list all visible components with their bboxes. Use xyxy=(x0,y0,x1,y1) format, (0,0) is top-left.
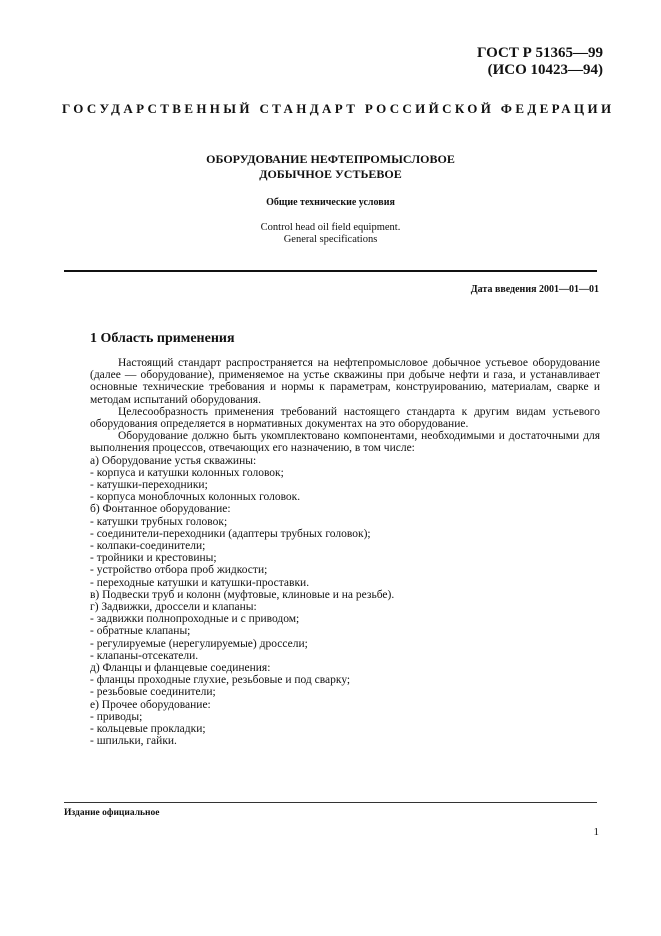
title-line-2: ДОБЫЧНОЕ УСТЬЕВОЕ xyxy=(259,167,402,181)
list-item: д) Фланцы и фланцевые соединения: xyxy=(90,662,271,675)
list-item: - резьбовые соединители; xyxy=(90,686,216,699)
paragraph: Целесообразность применения требований настоящего стандарта к другим видам устьевого оборудования определяется в нормативных документах на это оборудование. xyxy=(90,405,600,431)
english-title xyxy=(0,222,661,246)
list-item: - клапаны-отсекатели. xyxy=(90,649,199,662)
list-item: - кольцевые прокладки; xyxy=(90,723,206,736)
list-item: а) Оборудование устья скважины: xyxy=(90,454,257,467)
footer-divider xyxy=(64,802,597,803)
list-item: - корпуса и катушки колонных головок; xyxy=(90,466,284,479)
section-heading: 1 Область применения xyxy=(90,331,235,346)
section-body xyxy=(90,357,600,748)
list-item: - устройство отбора проб жидкости; xyxy=(90,564,268,577)
list-item: - фланцы проходные глухие, резьбовые и под сварку; xyxy=(90,674,351,687)
paragraph: Оборудование должно быть укомплектовано компонентами, необходимыми и достаточными для выполнения процессов, отвечающих его назначению, в том числе: xyxy=(90,430,600,455)
document-subtitle: Общие технические условия xyxy=(266,197,395,208)
iso-number: (ИСО 10423—94) xyxy=(487,62,603,78)
paragraph: Настоящий стандарт распространяется на нефтепромысловое добычное устьевое оборудование (далее — оборудование), применяемое на устье скважины при добыче нефти и газа, и устанавливает основные технические требования и нормы к параметрам, конструированию, материалам, сварке и методам испытаний оборудования. xyxy=(90,357,600,406)
state-standard-heading: ГОСУДАРСТВЕННЫЙ СТАНДАРТ РОССИЙСКОЙ ФЕДЕРАЦИИ xyxy=(62,101,615,116)
english-title-line-2: General specifications xyxy=(283,234,378,245)
introduction-date: Дата введения 2001—01—01 xyxy=(470,284,599,295)
document-title xyxy=(0,152,661,182)
list-item: - катушки трубных головок; xyxy=(90,515,228,528)
list-item: - соединители-переходники (адаптеры трубных головок); xyxy=(90,527,371,540)
document-number-block xyxy=(477,45,603,79)
list-item: б) Фонтанное оборудование: xyxy=(90,503,231,516)
list-item: - регулируемые (нерегулируемые) дроссели; xyxy=(90,637,308,650)
edition-label: Издание официальное xyxy=(64,808,160,818)
title-line-1: ОБОРУДОВАНИЕ НЕФТЕПРОМЫСЛОВОЕ xyxy=(206,152,455,166)
equipment-list xyxy=(90,455,600,748)
list-item: - корпуса моноблочных колонных головок. xyxy=(90,491,301,504)
list-item: - задвижки полнопроходные и с приводом; xyxy=(90,613,300,626)
list-item: в) Подвески труб и колонн (муфтовые, клиновые и на резьбе). xyxy=(90,588,395,601)
list-item: - колпаки-соединители; xyxy=(90,540,206,553)
header-divider xyxy=(64,270,597,272)
list-item: е) Прочее оборудование: xyxy=(90,698,211,711)
list-item: - переходные катушки и катушки-проставки. xyxy=(90,576,310,589)
list-item: - шпильки, гайки. xyxy=(90,735,177,748)
list-item: - приводы; xyxy=(90,710,143,723)
page-number: 1 xyxy=(593,826,599,838)
list-item: - катушки-переходники; xyxy=(90,479,208,492)
gost-number: ГОСТ Р 51365—99 xyxy=(476,45,603,61)
english-title-line-1: Control head oil field equipment. xyxy=(260,222,401,233)
list-item: - обратные клапаны; xyxy=(90,625,191,638)
list-item: - тройники и крестовины; xyxy=(90,552,217,565)
list-item: г) Задвижки, дроссели и клапаны: xyxy=(90,601,257,614)
